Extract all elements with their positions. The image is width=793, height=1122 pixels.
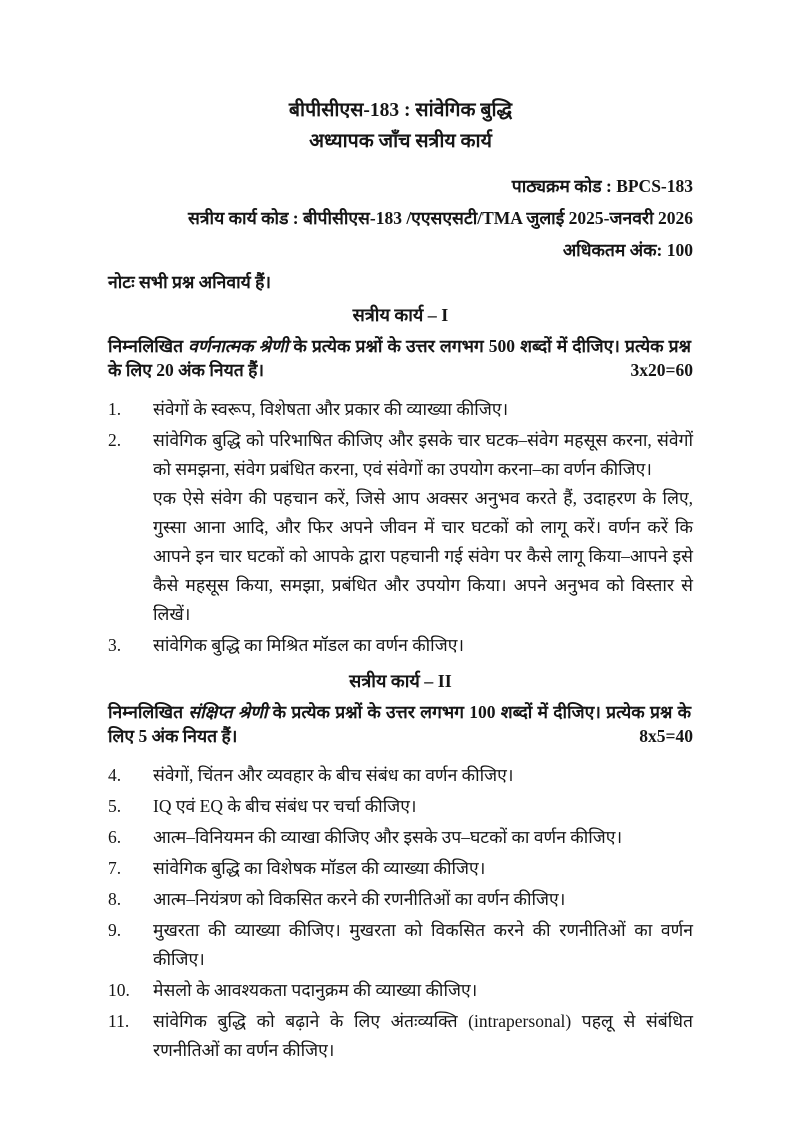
question-paragraph: संवेगों, चिंतन और व्यवहार के बीच संबंध का वर्णन कीजिए। xyxy=(153,765,514,785)
section-2-heading: सत्रीय कार्य – II xyxy=(349,671,452,691)
page-title: बीपीसीएस-183 : सांवेगिक बुद्धि xyxy=(288,100,513,121)
note-line: नोटः सभी प्रश्न अनिवार्य हैं। xyxy=(108,272,272,292)
section-1-questions xyxy=(108,395,693,660)
question-row xyxy=(108,885,693,914)
header-meta xyxy=(108,175,693,262)
question-text xyxy=(153,823,693,852)
question-row xyxy=(108,823,693,852)
section-2-instruction-prefix: निम्नलिखित xyxy=(108,702,189,722)
section-1-instruction-prefix: निम्नलिखित xyxy=(108,336,189,356)
section-1-instruction-italic: वर्णनात्मक श्रेणी xyxy=(188,336,289,356)
assignment-code-line: सत्रीय कार्य कोड : बीपीसीएस-183 /एएसएसटी/TMA जुलाई 2025-जनवरी 2026 xyxy=(188,208,693,228)
question-number: 4. xyxy=(108,765,122,785)
section-2-instruction-suffix: के प्रत्येक प्रश्नों के उत्तर लगभग 100 शब्दों में दीजिए। प्रत्येक प्रश्न के लिए 5 अंक नियत हैं। xyxy=(108,702,692,746)
section-2-questions xyxy=(108,761,693,1065)
question-row xyxy=(108,395,693,424)
question-row xyxy=(108,976,693,1005)
question-number: 8. xyxy=(108,889,122,909)
question-number: 5. xyxy=(108,796,122,816)
section-1 xyxy=(108,303,693,660)
question-text xyxy=(153,426,693,629)
question-paragraph: मेसलो के आवश्यकता पदानुक्रम की व्याख्या कीजिए। xyxy=(153,980,478,1000)
question-row xyxy=(108,792,693,821)
question-paragraph: सांवेगिक बुद्धि का मिश्रित मॉडल का वर्णन कीजिए। xyxy=(153,635,465,655)
question-row xyxy=(108,916,693,974)
question-row xyxy=(108,761,693,790)
question-number: 9. xyxy=(108,920,122,940)
section-2-instruction-italic: संक्षिप्त श्रेणी xyxy=(188,702,268,722)
question-text xyxy=(153,854,693,883)
question-paragraph: IQ एवं EQ के बीच संबंध पर चर्चा कीजिए। xyxy=(153,796,417,816)
question-number: 3. xyxy=(108,635,122,655)
question-number: 2. xyxy=(108,430,122,450)
question-text xyxy=(153,792,693,821)
question-paragraph: आत्म–नियंत्रण को विकसित करने की रणनीतिओं का वर्णन कीजिए। xyxy=(153,889,566,909)
section-2-instruction xyxy=(108,700,693,748)
question-text xyxy=(153,976,693,1005)
question-row xyxy=(108,631,693,660)
question-paragraph: एक ऐसे संवेग की पहचान करें, जिसे आप अक्सर अनुभव करते हैं, उदाहरण के लिए, गुस्सा आना आदि, और फिर अपने जीवन में चार घटकों को लागू करें। वर्णन करें कि आपने इन चार घटकों को आपके द्वारा पहचानी गई संवेग पर कैसे लागू किया–आपने इसे कैसे महसूस किया, समझा, प्रबंधित और उपयोग किया। अपने अनुभव को विस्तार से लिखें। xyxy=(153,488,693,624)
question-text xyxy=(153,631,693,660)
course-code-line: पाठ्यक्रम कोड : BPCS-183 xyxy=(511,176,693,196)
section-2 xyxy=(108,669,693,1065)
section-1-instruction xyxy=(108,334,693,382)
question-text xyxy=(153,395,693,424)
question-paragraph: सांवेगिक बुद्धि का विशेषक मॉडल की व्याख्या कीजिए। xyxy=(153,858,486,878)
question-number: 7. xyxy=(108,858,122,878)
question-number: 10. xyxy=(108,980,130,1000)
question-text xyxy=(153,1007,693,1065)
question-text xyxy=(153,761,693,790)
section-1-instruction-suffix: के प्रत्येक प्रश्नों के उत्तर लगभग 500 शब्दों में दीजिए। प्रत्येक प्रश्न के लिए 20 अंक नियत हैं। xyxy=(108,336,692,380)
question-number: 11. xyxy=(108,1011,130,1031)
question-number: 6. xyxy=(108,827,122,847)
question-paragraph: आत्म–विनियमन की व्याखा कीजिए और इसके उप–घटकों का वर्णन कीजिए। xyxy=(153,827,623,847)
question-paragraph: सांवेगिक बुद्धि को परिभाषित कीजिए और इसके चार घटक–संवेग महसूस करना, संवेगों को समझना, संवेग प्रबंधित करना, एवं संवेगों का उपयोग करना–का वर्णन कीजिए। xyxy=(153,430,693,479)
question-row xyxy=(108,1007,693,1065)
question-paragraph: सांवेगिक बुद्धि को बढ़ाने के लिए अंतःव्यक्ति (intrapersonal) पहलू से संबंधित रणनीतिओं का वर्णन कीजिए। xyxy=(153,1011,693,1060)
max-marks-line: अधिकतम अंक: 100 xyxy=(562,240,693,260)
page-subtitle: अध्यापक जाँच सत्रीय कार्य xyxy=(309,131,492,152)
section-1-marks-formula: 3x20=60 xyxy=(621,358,693,382)
section-1-heading: सत्रीय कार्य – I xyxy=(352,305,449,325)
question-row xyxy=(108,854,693,883)
question-number: 1. xyxy=(108,399,122,419)
question-paragraph: मुखरता की व्याख्या कीजिए। मुखरता को विकसित करने की रणनीतिओं का वर्णन कीजिए। xyxy=(153,920,693,969)
question-paragraph: संवेगों के स्वरूप, विशेषता और प्रकार की व्याख्या कीजिए। xyxy=(153,399,509,419)
question-text xyxy=(153,885,693,914)
question-row xyxy=(108,426,693,629)
section-2-marks-formula: 8x5=40 xyxy=(629,724,693,748)
question-text xyxy=(153,916,693,974)
